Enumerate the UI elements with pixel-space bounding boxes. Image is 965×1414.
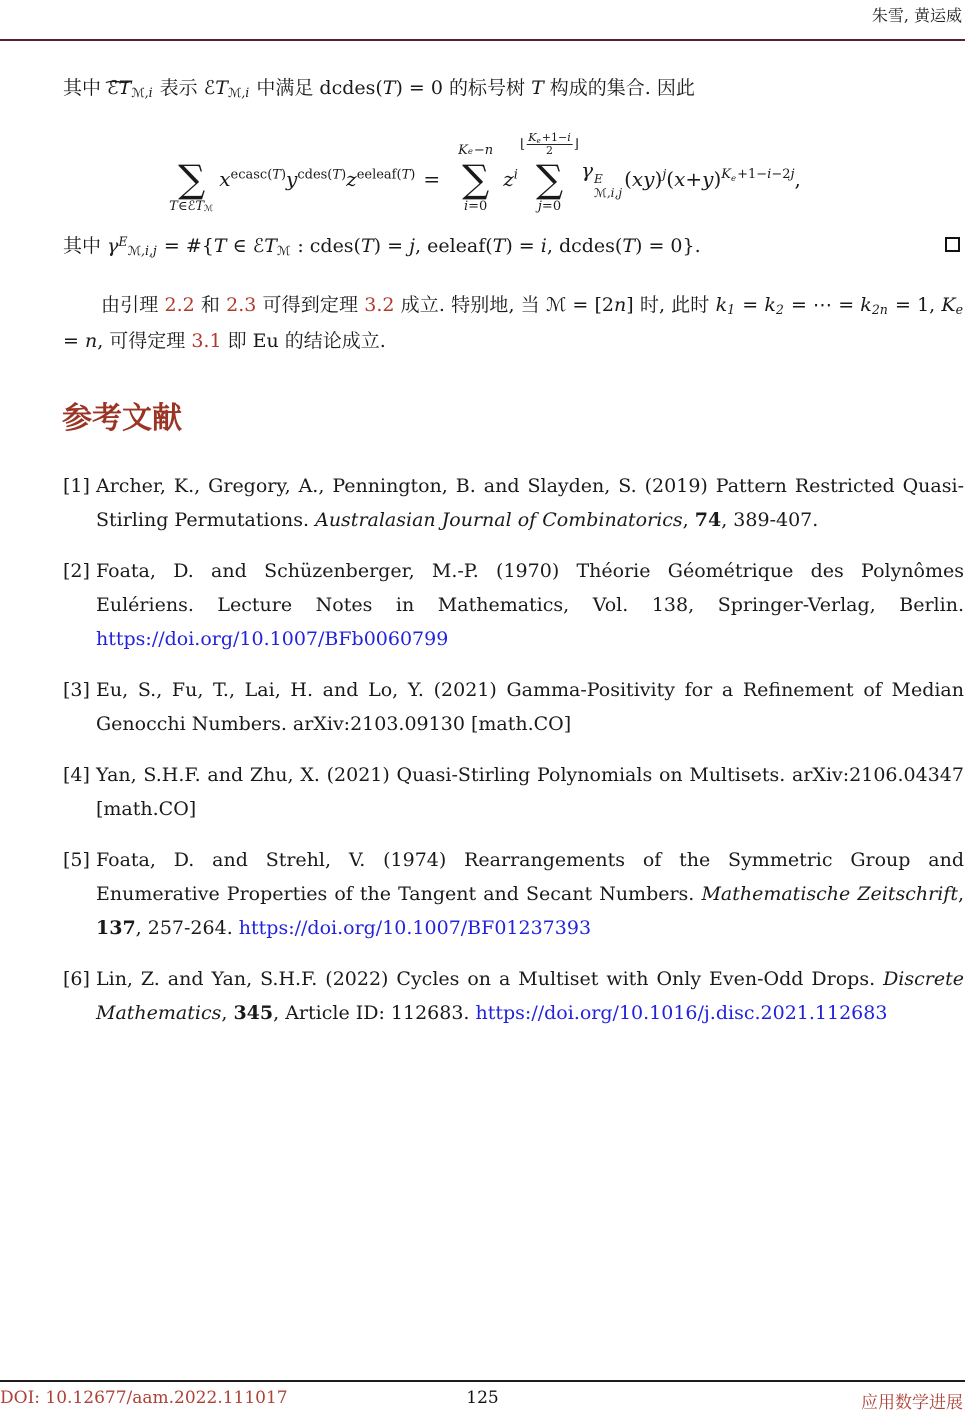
text-segment: ( [624,167,632,191]
header-rule [0,39,965,41]
text-segment: Australasian Journal of Combinatorics [315,509,683,531]
text-segment: E [118,234,128,250]
sum-over-j [520,130,579,214]
text-segment: i [540,235,547,257]
text-segment: 其中 [63,77,108,99]
reference-text [96,843,964,945]
text-segment: ecasc( [230,167,273,183]
text-segment: ) [410,167,416,183]
text-segment: k [764,294,776,316]
text-segment: , Article ID: 112683. [273,1002,476,1024]
text-segment: Lin, Z. and Yan, S.H.F. (2022) Cycles on a Multiset with Only Even-Odd Drops. [96,968,884,990]
text-segment: 2n [871,302,888,318]
text-segment: + [685,167,703,191]
text-segment: ) = [505,235,541,257]
sum-over-i [458,142,494,214]
display-equation [0,118,965,240]
text-segment: = [63,330,85,352]
equals-sign: = [423,167,441,191]
text-segment: xy [631,167,655,191]
journal-name-link[interactable]: 应用数学进展 [861,1393,963,1413]
text-segment: =0 [468,199,488,214]
text-segment: T [492,235,506,257]
text-segment: eeleaf( [356,167,402,183]
text-segment: ℳ,i [227,85,250,101]
reference-text [96,673,964,741]
text-segment: ) [713,167,722,191]
gamma-subscript: ℳ,i,j [594,185,623,200]
sum-lower-limit [169,200,214,214]
doi-link[interactable]: https://doi.org/10.1016/j.disc.2021.112683 [475,1002,888,1024]
references-list [63,469,964,1030]
text-segment: , [957,883,965,905]
doi-link[interactable]: https://doi.org/10.1007/BFb0060799 [96,628,449,650]
product-term [624,167,801,191]
sigma-operator: ∑ [178,157,206,201]
text-segment: j [537,199,542,214]
text-segment: , [682,509,695,531]
text-segment: Foata, D. and Schüzenberger, M.-P. (1970) Théorie Géométrique des Polynômes Eulériens. Lecture Notes in Mathematics, Vol. 138, Springer-Verlag, Berlin. [96,560,964,616]
reference-item [63,469,964,537]
text-segment: ] [626,294,634,316]
reference-item [63,843,964,945]
text-segment: k [715,294,728,316]
text-segment: e [955,302,964,318]
text-segment: i [767,167,772,183]
text-segment: ) [654,167,663,191]
text-segment: =0 [541,199,562,214]
text-segment: ) = 0 的标号树 [395,77,532,99]
text-segment: ℰT [187,199,204,214]
text-segment: cdes( [297,167,333,183]
crossref-link[interactable]: 2.2 [164,294,195,316]
text-segment: ℰT [203,77,228,99]
monomial-term [219,167,415,191]
text-segment: 可得到定理 [256,294,365,316]
text-segment: T [332,167,342,183]
text-segment: T [213,235,227,257]
sum-upper-limit-i [458,144,493,158]
var-x: x [219,167,231,191]
text-segment: ∈ [226,235,253,257]
text-segment: n [484,142,494,158]
header-authors: 朱雪, 黄运威 [871,6,962,25]
text-segment: ) [280,167,287,183]
var-z: z [346,167,357,191]
text-segment: , 389-407. [721,509,819,531]
text-segment: i [463,199,469,214]
z-power-term [503,167,518,191]
text-segment: 时, 此时 [633,294,716,316]
text-segment: 1 [727,302,736,318]
reference-number: [3] [63,679,90,701]
text-segment: K [528,130,537,144]
text-segment: T [622,235,635,257]
reference-number: [4] [63,764,90,786]
exponent-j: j [662,167,667,183]
text-segment: 由引理 [101,294,165,316]
text-segment: T [531,77,544,99]
reference-item [63,962,964,1030]
text-segment: ℳ [545,294,567,316]
text-segment: n [84,330,98,352]
text-segment: 中满足 dcdes( [250,77,383,99]
text-segment: e [536,135,541,145]
text-segment: Foata, D. and Strehl, V. (1974) Rearrangements of the Symmetric Group and Enumerative Properties of the Tangent and Secant Numbers. [96,849,964,905]
text-segment: j [409,235,415,257]
text-segment: K [458,142,468,158]
text-segment: 2 [775,302,784,318]
sum-over-trees [169,157,214,214]
right-floor: ⌋ [573,136,579,152]
text-segment: = #{ [157,235,214,257]
text-segment: j [790,167,795,183]
text-segment: ) = 0}. [635,235,701,257]
text-segment: i [567,130,571,144]
text-segment: − [473,142,485,158]
text-segment: ( [666,167,675,191]
text-segment: ) [341,167,347,183]
sigma-operator: ∑ [462,157,490,201]
reference-text [96,469,964,537]
text-segment: T [169,199,178,214]
text-segment: , [221,1002,234,1024]
intro-sentence [63,71,964,105]
text-segment: Yan, S.H.F. and Zhu, X. (2021) Quasi-Stirling Polynomials on Multisets. arXiv:2106.04347 [math.CO] [96,764,964,820]
text-segment: y [702,167,714,191]
trailing-comma: , [794,167,801,191]
sum-lower-limit-i [464,200,487,214]
text-segment: , dcdes( [546,235,623,257]
text-segment: 和 [194,294,227,316]
text-segment: 表示 [153,77,204,99]
text-segment: e [731,173,737,184]
reference-number: [6] [63,968,90,990]
fraction-numerator [526,132,572,146]
reference-number: [1] [63,475,90,497]
gamma-coefficient [581,158,624,199]
text-segment: T [382,77,396,99]
crossref-link[interactable]: 3.2 [364,294,395,316]
text-segment: ℳ [204,203,214,214]
doi-link[interactable]: https://doi.org/10.1007/BF01237393 [238,917,592,939]
references-heading: 参考文献 [62,401,182,436]
text-segment: e [467,147,473,158]
x-plus-y-factor [666,167,721,191]
reference-text [96,554,964,656]
text-segment: 其中 [63,235,108,257]
var-z: z [503,167,514,191]
var-y: y [286,167,298,191]
text-segment: x [674,167,686,191]
text-segment: +1− [541,130,568,144]
text-segment: ) = [373,235,410,257]
text-segment: : cdes( [291,235,361,257]
sigma-operator: ∑ [535,157,564,201]
text-segment: Discrete Mathematics [96,968,964,1024]
text-segment: , eeleaf( [415,235,493,257]
gamma-scripts [594,173,622,199]
reference-number: [2] [63,560,90,582]
gamma-superscript: E [594,172,603,187]
reference-item [63,673,964,741]
exponent-cdes [297,167,346,182]
text-segment: ℳ,i,j [127,243,157,259]
text-segment: 137 [96,917,136,939]
text-segment: 即 Eu 的结论成立. [221,330,386,352]
text-segment: ℰT ∼ [107,77,131,99]
text-segment: ℳ [276,243,291,259]
gamma-symbol: γ [581,158,594,183]
qed-box [945,237,960,252]
text-segment: T [272,167,281,183]
text-segment: , 可得定理 [97,330,192,352]
exponent-ke [721,167,794,182]
text-segment: ℳ,i [131,85,153,101]
conclusion-paragraph [63,288,964,359]
text-segment: = 1, [888,294,942,316]
text-segment: = ⋯ = [784,294,861,316]
text-segment: k [860,294,872,316]
text-segment: = [736,294,765,316]
gamma-definition-line [63,231,933,258]
text-segment: K [941,294,956,316]
text-segment: n [614,294,627,316]
sum-lower-limit-j [538,200,561,214]
crossref-link[interactable]: 2.3 [226,294,257,316]
reference-item [63,554,964,656]
text-segment: T [401,167,411,183]
text-segment: −2 [771,167,791,183]
text-segment: T [360,235,374,257]
exponent-ecasc [231,167,287,182]
text-segment: +1− [737,167,768,183]
text-segment: Eu, S., Fu, T., Lai, H. and Lo, Y. (2021) Gamma-Positivity for a Refinement of Median Genocchi Numbers. arXiv:2103.09130 [math.CO] [96,679,964,735]
exponent-i: i [513,167,518,183]
text-segment: 74 [694,509,722,531]
reference-number: [5] [63,849,90,871]
text-segment: 构成的集合. 因此 [543,77,695,99]
crossref-link[interactable]: 3.1 [191,330,222,352]
text-segment: K [721,167,731,183]
fraction [526,132,572,158]
xy-factor [624,167,662,191]
text-segment: ∈ [177,199,188,214]
reference-item [63,758,964,826]
text-segment: 345 [233,1002,274,1024]
text-segment: 成立. 特别地, 当 [394,294,546,316]
doi-link[interactable]: DOI: 10.12677/aam.2022.111017 [0,1388,288,1408]
sum-upper-limit-j [520,132,579,158]
text-segment: γ [107,235,119,257]
text-segment: Mathematische Zeitschrift [701,883,958,905]
fraction-denominator: 2 [545,144,553,158]
text-segment: = [2 [566,294,615,316]
page-number: 125 [466,1388,499,1408]
footer-rule [0,1380,965,1382]
text-segment: , 257-264. [135,917,239,939]
reference-text [96,758,964,826]
text-segment: Archer, K., Gregory, A., Pennington, B. and Slayden, S. (2019) Pattern Restricted Quasi-Stirling Permutations. [96,475,964,531]
exponent-eeleaf [357,167,416,182]
text-segment: ℰT [252,235,277,257]
left-floor: ⌊ [520,136,526,152]
reference-text [96,962,964,1030]
